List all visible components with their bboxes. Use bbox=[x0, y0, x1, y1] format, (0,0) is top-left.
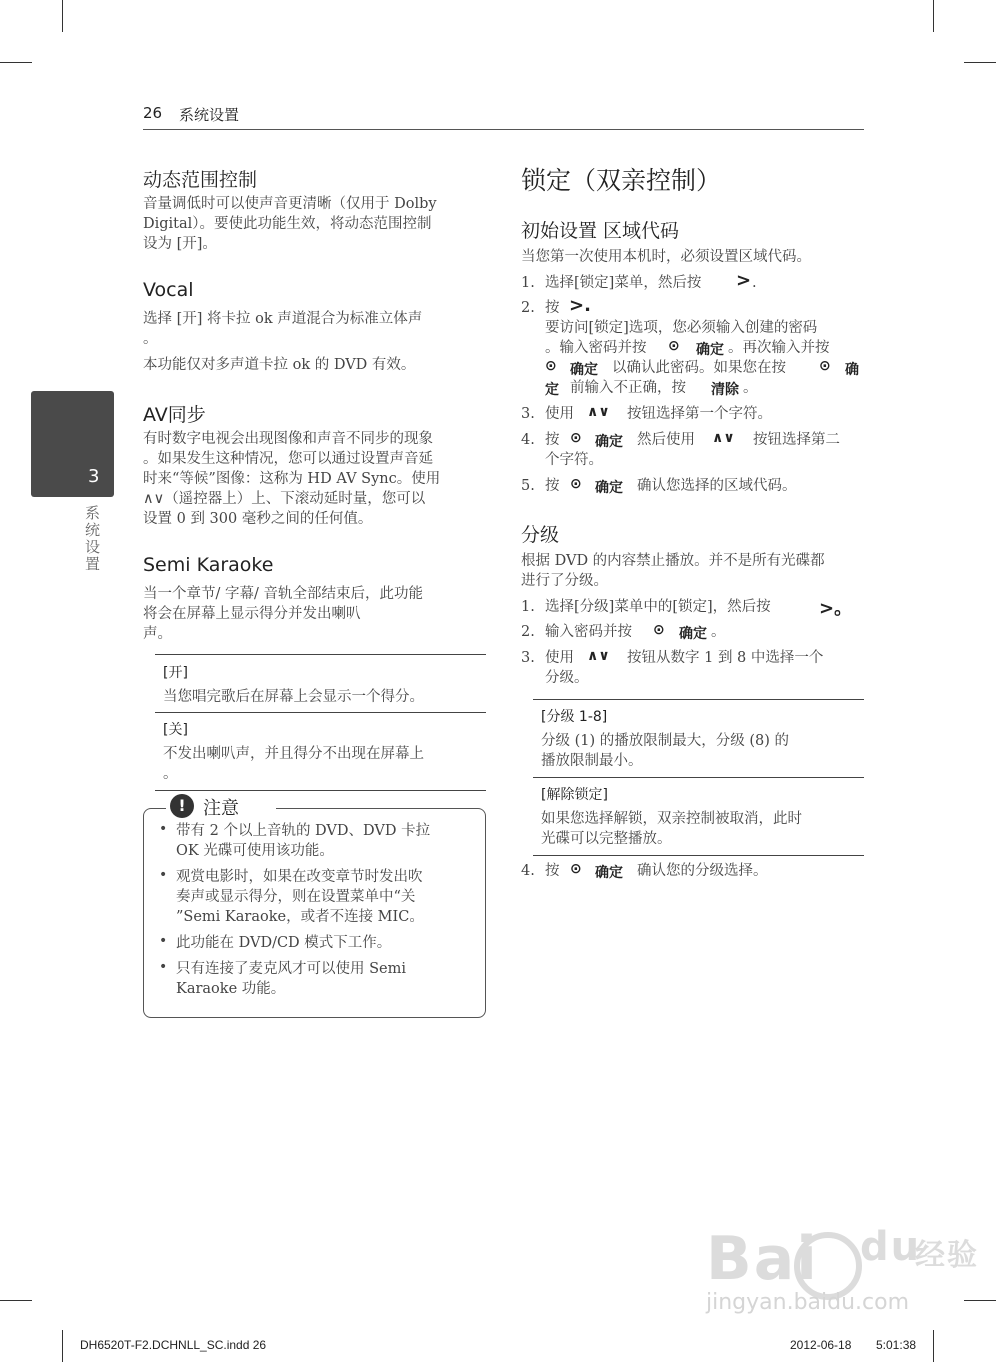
step-text: 按钮从数字 1 到 8 中选择一个 bbox=[627, 650, 824, 666]
step-text: 。输入密码并按 bbox=[545, 340, 647, 356]
step-number: 1. bbox=[521, 599, 535, 615]
bullet-icon: • bbox=[159, 933, 168, 949]
bullet-icon: • bbox=[159, 821, 168, 837]
enter-icon: ⊙ bbox=[653, 622, 665, 638]
watermark-brand: Bai bbox=[706, 1224, 819, 1294]
option-rule bbox=[533, 699, 864, 700]
av-heading: AV同步 bbox=[143, 404, 206, 426]
option-text-on: 当您唱完歌后在屏幕上会显示一个得分。 bbox=[163, 689, 424, 705]
crop-mark bbox=[62, 0, 63, 32]
step-text: 。 bbox=[743, 380, 758, 396]
option-text-unlock: 如果您选择解锁，双亲控制被取消，此时 bbox=[541, 811, 802, 827]
semi-line: 当一个章节/ 字幕/ 音轨全部结束后，此功能 bbox=[143, 586, 423, 602]
step-text: 使用 bbox=[545, 406, 574, 422]
crop-mark bbox=[0, 62, 32, 63]
step-number: 5. bbox=[521, 478, 535, 494]
option-text-off: 。 bbox=[163, 766, 178, 782]
note-line: Karaoke 功能。 bbox=[176, 981, 286, 997]
step-number: 4. bbox=[521, 432, 535, 448]
step-text: 。再次输入并按 bbox=[728, 340, 830, 356]
drc-heading: 动态范围控制 bbox=[143, 169, 258, 191]
rating-intro: 根据 DVD 的内容禁止播放。并不是所有光碟都 bbox=[521, 553, 825, 569]
enter-icon: ⊙ bbox=[819, 358, 831, 374]
bullet-icon: • bbox=[159, 959, 168, 975]
crop-mark bbox=[0, 1300, 32, 1301]
init-heading: 初始设置 区域代码 bbox=[521, 220, 680, 242]
option-text-rating: 播放限制最小。 bbox=[541, 753, 643, 769]
option-text-rating: 分级 (1) 的播放限制最大，分级 (8) 的 bbox=[541, 733, 790, 749]
step-text: 按 bbox=[545, 300, 560, 316]
up-down-icon: ∧∨ bbox=[587, 648, 610, 664]
step-number: 3. bbox=[521, 650, 535, 666]
option-label-rating: [分级 1-8] bbox=[541, 709, 608, 725]
option-label-on: [开] bbox=[163, 665, 188, 681]
lock-heading: 锁定（双亲控制） bbox=[521, 166, 722, 195]
right-arrow-icon: > bbox=[736, 270, 752, 291]
key-ok: 确定 bbox=[696, 342, 724, 358]
note-label: 注意 bbox=[199, 794, 247, 820]
vocal-heading: Vocal bbox=[143, 279, 194, 301]
key-ok: 确定 bbox=[679, 626, 707, 642]
av-line: 设置 0 到 300 毫秒之间的任何值。 bbox=[143, 511, 373, 527]
option-text-unlock: 光碟可以完整播放。 bbox=[541, 831, 672, 847]
option-label-unlock: [解除锁定] bbox=[541, 787, 608, 803]
step-text: 按 bbox=[545, 432, 560, 448]
footer-time: 5:01:38 bbox=[876, 1338, 917, 1352]
step-text: 然后使用 bbox=[637, 432, 695, 448]
option-rule bbox=[533, 777, 864, 778]
key-ok: 确定 bbox=[595, 865, 623, 881]
step-text: 以确认此密码。如果您在按 bbox=[612, 360, 786, 376]
option-rule bbox=[155, 790, 486, 791]
note-line: 奏声或显示得分，则在设置菜单中“关 bbox=[176, 889, 416, 905]
step-text: . bbox=[752, 275, 757, 291]
key-clear: 清除 bbox=[711, 382, 739, 398]
note-line: 观赏电影时，如果在改变章节时发出吹 bbox=[176, 869, 423, 885]
step-text: 按 bbox=[545, 478, 560, 494]
av-line: 有时数字电视会出现图像和声音不同步的现象 bbox=[143, 431, 433, 447]
option-rule bbox=[155, 654, 486, 655]
footer-file: DH6520T-F2.DCHNLL_SC.indd 26 bbox=[80, 1338, 267, 1352]
vocal-line: 。 bbox=[143, 331, 158, 347]
chapter-label: 系统设置 bbox=[83, 505, 101, 573]
av-line: ∧∨（遥控器上）上、下滚动延时量，您可以 bbox=[143, 491, 426, 507]
option-rule bbox=[533, 855, 864, 856]
watermark-brand2: du bbox=[860, 1224, 922, 1270]
step-number: 3. bbox=[521, 406, 535, 422]
rating-heading: 分级 bbox=[521, 524, 560, 546]
init-intro: 当您第一次使用本机时，必须设置区域代码。 bbox=[521, 249, 811, 265]
step-text: 个字符。 bbox=[545, 452, 603, 468]
option-text-off: 不发出喇叭声，并且得分不出现在屏幕上 bbox=[163, 746, 424, 762]
right-arrow-icon: >。 bbox=[819, 598, 853, 619]
crop-mark bbox=[62, 1330, 63, 1362]
key-ok: 定 bbox=[545, 382, 559, 398]
step-text: 前输入不正确，按 bbox=[570, 380, 686, 396]
key-ok: 确定 bbox=[595, 434, 623, 450]
step-number: 1. bbox=[521, 275, 535, 291]
enter-icon: ⊙ bbox=[570, 430, 582, 446]
step-text: 要访问[锁定]选项，您必须输入创建的密码 bbox=[545, 320, 818, 336]
step-number: 4. bbox=[521, 863, 535, 879]
note-line: OK 光碟可使用该功能。 bbox=[176, 843, 334, 859]
note-line: 此功能在 DVD/CD 模式下工作。 bbox=[176, 935, 392, 951]
rating-intro: 进行了分级。 bbox=[521, 573, 608, 589]
footer-date: 2012-06-18 bbox=[790, 1338, 852, 1352]
enter-icon: ⊙ bbox=[570, 861, 582, 877]
option-rule bbox=[155, 712, 486, 713]
chapter-number: 3 bbox=[88, 466, 100, 487]
enter-icon: ⊙ bbox=[545, 358, 557, 374]
step-text: 输入密码并按 bbox=[545, 624, 632, 640]
crop-mark bbox=[933, 0, 934, 32]
step-text: 确认您的分级选择。 bbox=[637, 863, 768, 879]
bullet-icon: • bbox=[159, 867, 168, 883]
watermark-url: jingyan.baidu.com bbox=[706, 1290, 910, 1315]
note-line: 只有连接了麦克风才可以使用 Semi bbox=[176, 961, 407, 977]
up-down-icon: ∧∨ bbox=[712, 430, 735, 446]
crop-mark bbox=[933, 1330, 934, 1362]
semi-line: 声。 bbox=[143, 626, 172, 642]
semi-line: 将会在屏幕上显示得分并发出喇叭 bbox=[143, 606, 361, 622]
drc-line: 音量调低时可以使声音更清晰（仅用于 Dolby bbox=[143, 196, 437, 212]
vocal-line: 本功能仅对多声道卡拉 ok 的 DVD 有效。 bbox=[143, 357, 416, 373]
step-text: 确认您选择的区域代码。 bbox=[637, 478, 797, 494]
note-line: ”Semi Karaoke，或者不连接 MIC。 bbox=[176, 909, 424, 925]
step-text: 按 bbox=[545, 863, 560, 879]
step-text: 选择[分级]菜单中的[锁定]，然后按 bbox=[545, 599, 771, 615]
warning-icon: ! bbox=[170, 794, 194, 818]
up-down-icon: ∧∨ bbox=[587, 404, 610, 420]
step-text: 按钮选择第一个字符。 bbox=[627, 406, 772, 422]
key-ok: 确定 bbox=[595, 480, 623, 496]
chapter-tab bbox=[31, 391, 114, 497]
drc-line: 设为 [开]。 bbox=[143, 236, 217, 252]
enter-icon: ⊙ bbox=[668, 338, 680, 354]
step-text: 分级。 bbox=[545, 670, 589, 686]
step-text: 。 bbox=[711, 624, 726, 640]
header-rule bbox=[143, 129, 864, 130]
av-line: 时来“等候”图像：这称为 HD AV Sync。使用 bbox=[143, 471, 441, 487]
semi-heading: Semi Karaoke bbox=[143, 554, 274, 576]
drc-line: Digital）。要使此功能生效，将动态范围控制 bbox=[143, 216, 432, 232]
option-label-off: [关] bbox=[163, 722, 188, 738]
watermark-brand-cn: 经验 bbox=[915, 1238, 979, 1273]
vocal-line: 选择 [开] 将卡拉 ok 声道混合为标准立体声 bbox=[143, 311, 423, 327]
enter-icon: ⊙ bbox=[570, 476, 582, 492]
step-text: 按钮选择第二 bbox=[753, 432, 840, 448]
crop-mark bbox=[964, 62, 996, 63]
section-title: 系统设置 bbox=[179, 106, 240, 124]
av-line: 。如果发生这种情况，您可以通过设置声音延 bbox=[143, 451, 433, 467]
step-text: 选择[锁定]菜单，然后按 bbox=[545, 275, 702, 291]
step-text: 使用 bbox=[545, 650, 574, 666]
key-ok: 确 bbox=[845, 362, 859, 378]
right-arrow-icon: >. bbox=[569, 295, 591, 316]
note-line: 带有 2 个以上音轨的 DVD、DVD 卡拉 bbox=[176, 823, 431, 839]
step-number: 2. bbox=[521, 300, 535, 316]
step-number: 2. bbox=[521, 624, 535, 640]
page-number: 26 bbox=[143, 104, 163, 122]
crop-mark bbox=[964, 1300, 996, 1301]
key-ok: 确定 bbox=[570, 362, 598, 378]
